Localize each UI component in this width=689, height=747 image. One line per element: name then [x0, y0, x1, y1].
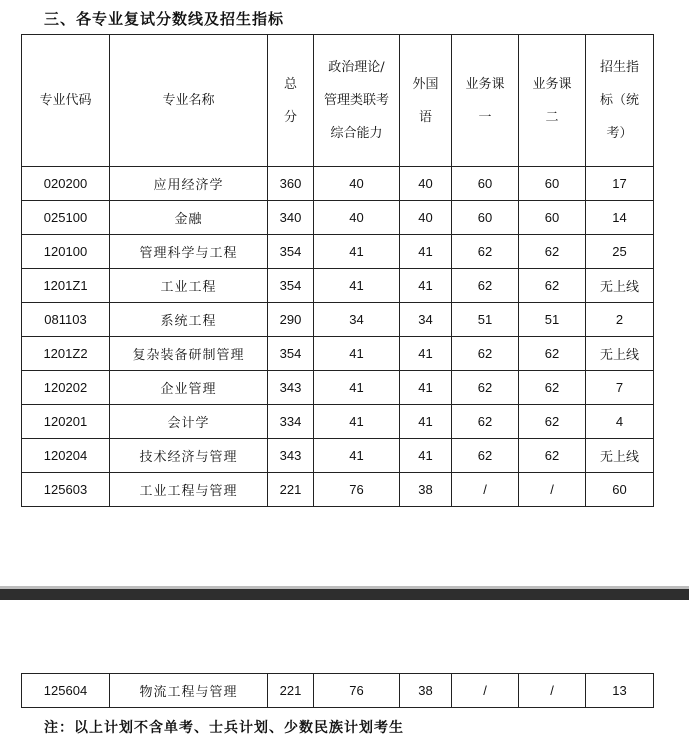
table-row — [22, 337, 654, 371]
cell-course1: 60 — [452, 201, 519, 235]
cell-course1: 62 — [452, 235, 519, 269]
cell-quota: 无上线 — [586, 337, 654, 371]
table-row — [22, 201, 654, 235]
table-row — [22, 167, 654, 201]
cell-politics: 41 — [314, 337, 400, 371]
cell-politics: 41 — [314, 371, 400, 405]
cell-course1: 62 — [452, 269, 519, 303]
cell-code: 120204 — [22, 439, 110, 473]
cell-code: 120100 — [22, 235, 110, 269]
cell-name: 系统工程 — [110, 303, 268, 337]
cell-quota: 60 — [586, 473, 654, 507]
cell-foreign: 41 — [400, 371, 452, 405]
cell-politics: 41 — [314, 235, 400, 269]
table-row — [22, 269, 654, 303]
cell-total: 354 — [268, 337, 314, 371]
footnote: 注：以上计划不含单考、士兵计划、少数民族计划考生 — [44, 720, 404, 736]
cell-quota: 14 — [586, 201, 654, 235]
table-row — [22, 235, 654, 269]
header-quota: 招生指标（统考） — [586, 35, 654, 167]
cell-name: 工业工程与管理 — [110, 473, 268, 507]
cell-quota: 无上线 — [586, 269, 654, 303]
cell-quota: 无上线 — [586, 439, 654, 473]
cell-foreign: 41 — [400, 439, 452, 473]
cell-course1: 60 — [452, 167, 519, 201]
cell-total: 343 — [268, 439, 314, 473]
cell-total: 360 — [268, 167, 314, 201]
cell-quota: 13 — [586, 674, 654, 708]
header-foreign: 外国语 — [400, 35, 452, 167]
table-row — [22, 405, 654, 439]
table-row — [22, 439, 654, 473]
cell-course1: / — [452, 473, 519, 507]
cell-politics: 40 — [314, 201, 400, 235]
cell-quota: 4 — [586, 405, 654, 439]
cutoff-score-table-continued — [21, 673, 654, 708]
cell-name: 应用经济学 — [110, 167, 268, 201]
cell-foreign: 41 — [400, 405, 452, 439]
cell-politics: 41 — [314, 439, 400, 473]
cell-name: 会计学 — [110, 405, 268, 439]
table-row — [22, 473, 654, 507]
cell-foreign: 41 — [400, 337, 452, 371]
cell-name: 物流工程与管理 — [110, 674, 268, 708]
cell-foreign: 41 — [400, 235, 452, 269]
cell-quota: 17 — [586, 167, 654, 201]
cell-total: 221 — [268, 473, 314, 507]
cell-course2: 62 — [519, 269, 586, 303]
cell-total: 343 — [268, 371, 314, 405]
cell-code: 1201Z2 — [22, 337, 110, 371]
header-code: 专业代码 — [22, 35, 110, 167]
cell-total: 354 — [268, 235, 314, 269]
section-heading: 三、各专业复试分数线及招生指标 — [44, 10, 285, 28]
cell-course2: / — [519, 674, 586, 708]
table-row — [22, 303, 654, 337]
cell-total: 290 — [268, 303, 314, 337]
cell-name: 工业工程 — [110, 269, 268, 303]
cell-total: 340 — [268, 201, 314, 235]
cell-total: 354 — [268, 269, 314, 303]
cell-code: 125604 — [22, 674, 110, 708]
cell-quota: 25 — [586, 235, 654, 269]
cell-name: 管理科学与工程 — [110, 235, 268, 269]
header-row — [22, 35, 654, 167]
cell-course1: / — [452, 674, 519, 708]
cutoff-score-table — [21, 34, 654, 507]
header-name: 专业名称 — [110, 35, 268, 167]
cell-course1: 62 — [452, 405, 519, 439]
cell-course1: 62 — [452, 371, 519, 405]
cell-politics: 76 — [314, 674, 400, 708]
cell-code: 081103 — [22, 303, 110, 337]
cell-code: 120202 — [22, 371, 110, 405]
cell-code: 120201 — [22, 405, 110, 439]
cell-course2: 62 — [519, 405, 586, 439]
cell-course2: 60 — [519, 167, 586, 201]
cell-foreign: 41 — [400, 269, 452, 303]
cell-course2: 62 — [519, 337, 586, 371]
cell-course1: 62 — [452, 439, 519, 473]
cell-politics: 76 — [314, 473, 400, 507]
cell-foreign: 38 — [400, 674, 452, 708]
cell-name: 企业管理 — [110, 371, 268, 405]
cell-course2: 62 — [519, 235, 586, 269]
header-course1: 业务课一 — [452, 35, 519, 167]
cell-course2: 62 — [519, 439, 586, 473]
cell-total: 221 — [268, 674, 314, 708]
cell-name: 复杂装备研制管理 — [110, 337, 268, 371]
cell-foreign: 40 — [400, 167, 452, 201]
cell-course2: 62 — [519, 371, 586, 405]
cell-name: 金融 — [110, 201, 268, 235]
cell-code: 125603 — [22, 473, 110, 507]
cell-code: 1201Z1 — [22, 269, 110, 303]
cell-foreign: 34 — [400, 303, 452, 337]
cell-foreign: 38 — [400, 473, 452, 507]
header-politics: 政治理论/管理类联考综合能力 — [314, 35, 400, 167]
cell-name: 技术经济与管理 — [110, 439, 268, 473]
cell-total: 334 — [268, 405, 314, 439]
table-row — [22, 371, 654, 405]
cell-foreign: 40 — [400, 201, 452, 235]
header-total: 总分 — [268, 35, 314, 167]
header-course2: 业务课二 — [519, 35, 586, 167]
cell-code: 020200 — [22, 167, 110, 201]
cell-course2: 60 — [519, 201, 586, 235]
cell-politics: 41 — [314, 405, 400, 439]
cell-course1: 62 — [452, 337, 519, 371]
cell-politics: 41 — [314, 269, 400, 303]
cell-quota: 2 — [586, 303, 654, 337]
page-break-divider — [0, 589, 689, 600]
cell-politics: 40 — [314, 167, 400, 201]
table-row — [22, 674, 654, 708]
cell-course2: / — [519, 473, 586, 507]
cell-politics: 34 — [314, 303, 400, 337]
cell-code: 025100 — [22, 201, 110, 235]
cell-course2: 51 — [519, 303, 586, 337]
cell-course1: 51 — [452, 303, 519, 337]
cell-quota: 7 — [586, 371, 654, 405]
